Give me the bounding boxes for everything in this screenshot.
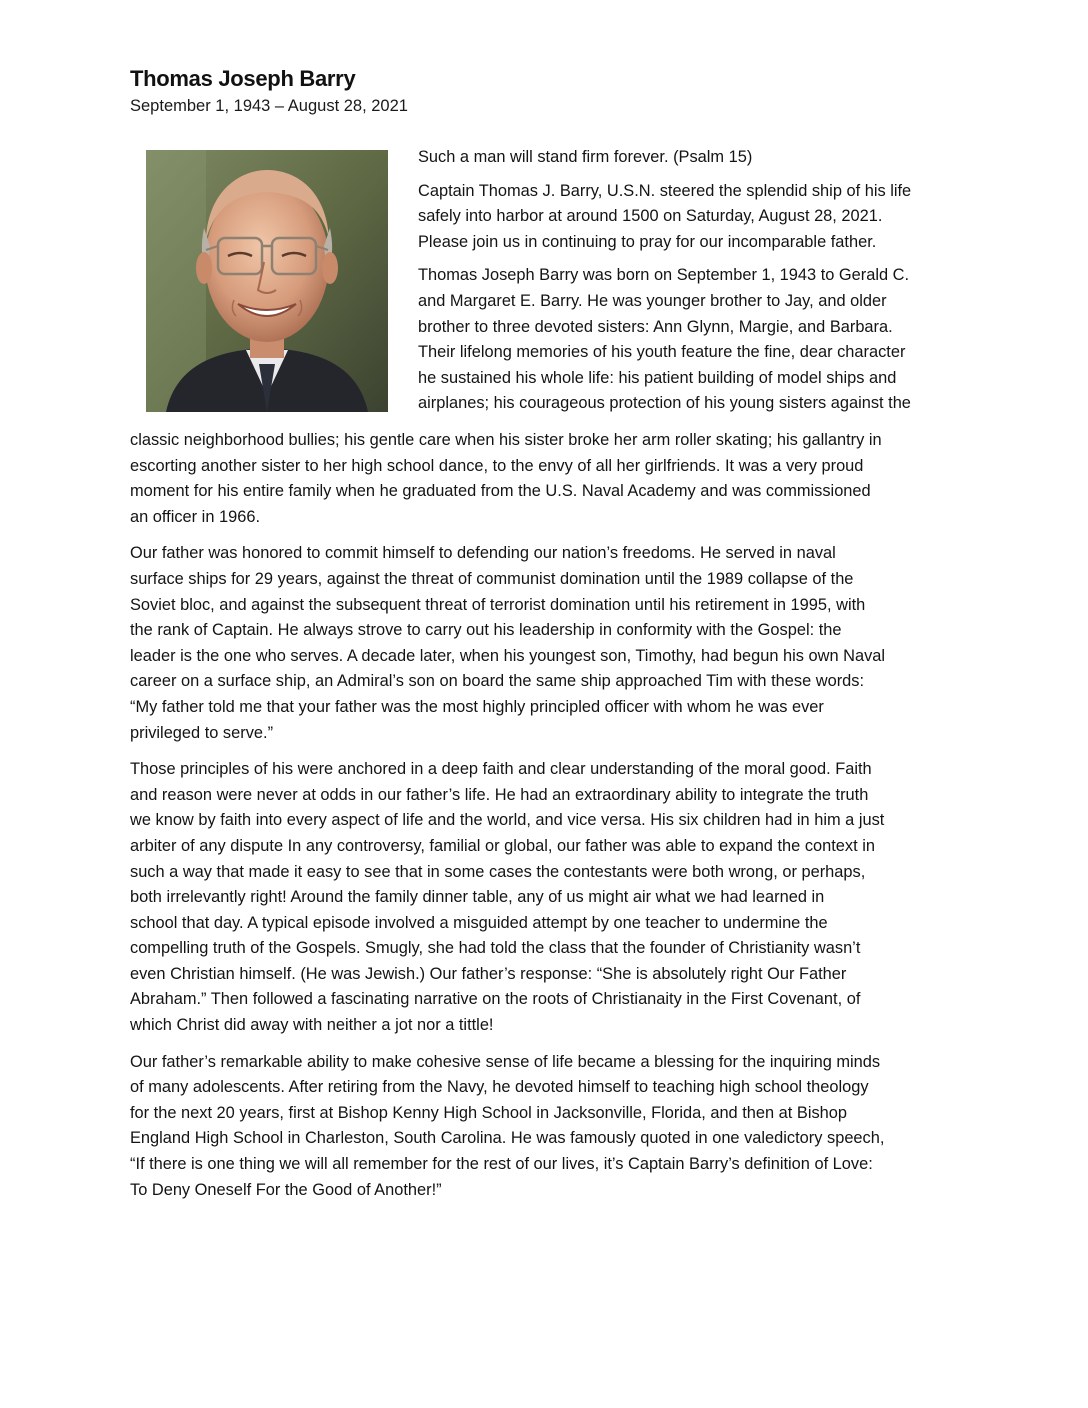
text-line: Abraham.” Then followed a fascinating narrative on the roots of Christianaity in the First Covenant, of	[130, 990, 861, 1009]
text-line: Captain Thomas J. Barry, U.S.N. steered the splendid ship of his life	[418, 181, 912, 200]
psalm-quote: Such a man will stand firm forever. (Psalm 15)	[418, 148, 753, 166]
text-line: England High School in Charleston, South Carolina. He was famously quoted in one valedictory speech,	[130, 1129, 885, 1148]
text-line: which Christ did away with neither a jot nor a tittle!	[130, 1016, 494, 1035]
text-line: both irrelevantly right! Around the family dinner table, any of us might air what we had learned in	[130, 888, 825, 907]
paragraph-naval-service	[130, 541, 970, 746]
text-line: arbiter of any dispute In any controversy, familial or global, our father was able to expand the context in	[130, 836, 875, 855]
text-line: Please join us in continuing to pray for our incomparable father.	[418, 232, 877, 251]
text-line: school that day. A typical episode involved a misguided attempt by one teacher to undermine the	[130, 913, 828, 932]
text-line: leader is the one who serves. A decade later, when his youngest son, Timothy, had begun his own Naval	[130, 646, 886, 665]
text-line: the rank of Captain. He always strove to carry out his leadership in conformity with the Gospel: the	[130, 621, 842, 640]
paragraph-teaching-career	[130, 1050, 970, 1204]
intro-column	[418, 145, 966, 425]
text-line: privileged to serve.”	[130, 723, 274, 742]
text-line: Their lifelong memories of his youth feature the fine, dear character	[418, 343, 906, 362]
life-dates: September 1, 1943 – August 28, 2021	[130, 97, 408, 115]
text-line: and reason were never at odds in our father’s life. He had an extraordinary ability to integrate the truth	[130, 785, 869, 804]
text-line: Our father was honored to commit himself to defending our nation’s freedoms. He served in naval	[130, 544, 836, 563]
portrait-photo	[146, 150, 388, 412]
text-line: compelling truth of the Gospels. Smugly, she had told the class that the founder of Christianity wasn’t	[130, 939, 861, 958]
text-line: even Christian himself. (He was Jewish.) Our father’s response: “She is absolutely right Our Father	[130, 964, 847, 983]
text-line: safely into harbor at around 1500 on Saturday, August 28, 2021.	[418, 207, 883, 226]
text-line: Those principles of his were anchored in a deep faith and clear understanding of the moral good. Faith	[130, 760, 872, 779]
text-line: moment for his entire family when he graduated from the U.S. Naval Academy and was commissioned	[130, 482, 871, 501]
text-line: for the next 20 years, first at Bishop Kenny High School in Jacksonville, Florida, and then at Bishop	[130, 1103, 848, 1122]
text-line: surface ships for 29 years, against the threat of communist domination until the 1989 collapse of the	[130, 569, 854, 588]
text-line: and Margaret E. Barry. He was younger brother to Jay, and older	[418, 291, 887, 310]
text-line: career on a surface ship, an Admiral’s son on board the same ship approached Tim with these words:	[130, 672, 865, 691]
text-line: of many adolescents. After retiring from the Navy, he devoted himself to teaching high school theology	[130, 1078, 869, 1097]
text-line: Thomas Joseph Barry was born on September 1, 1943 to Gerald C.	[418, 266, 910, 285]
paragraph-early-life-continued	[130, 428, 970, 530]
document-title: Thomas Joseph Barry	[130, 66, 356, 91]
text-line: such a way that made it easy to see that in some cases the contestants were both wrong, or perhaps,	[130, 862, 866, 881]
text-line: we know by faith into every aspect of life and the world, and vice versa. His six children had in him a just	[130, 811, 885, 830]
text-line: an officer in 1966.	[130, 507, 261, 526]
body-text	[130, 428, 970, 1214]
text-line: escorting another sister to her high school dance, to the envy of all her girlfriends. It was a very proud	[130, 456, 864, 475]
paragraph-faith-and-reason	[130, 757, 970, 1039]
text-line: “My father told me that your father was the most highly principled officer with whom he was ever	[130, 697, 824, 716]
text-line: Soviet bloc, and against the subsequent threat of terrorist domination until his retirement in 1995, with	[130, 595, 866, 614]
text-line: To Deny Oneself For the Good of Another!”	[130, 1180, 442, 1199]
paragraph-early-life-intro	[418, 263, 966, 417]
text-line: he sustained his whole life: his patient building of model ships and	[418, 368, 897, 387]
text-line: airplanes; his courageous protection of his young sisters against the	[418, 394, 911, 413]
text-line: Our father’s remarkable ability to make cohesive sense of life became a blessing for the inquiring minds	[130, 1052, 881, 1071]
text-line: “If there is one thing we will all remember for the rest of our lives, it’s Captain Barry’s definition of Love:	[130, 1155, 873, 1174]
portrait-image	[146, 150, 388, 412]
paragraph-announcement	[418, 179, 966, 256]
text-line: brother to three devoted sisters: Ann Glynn, Margie, and Barbara.	[418, 317, 893, 336]
text-line: classic neighborhood bullies; his gentle care when his sister broke her arm roller skating; his gallantry in	[130, 431, 882, 449]
